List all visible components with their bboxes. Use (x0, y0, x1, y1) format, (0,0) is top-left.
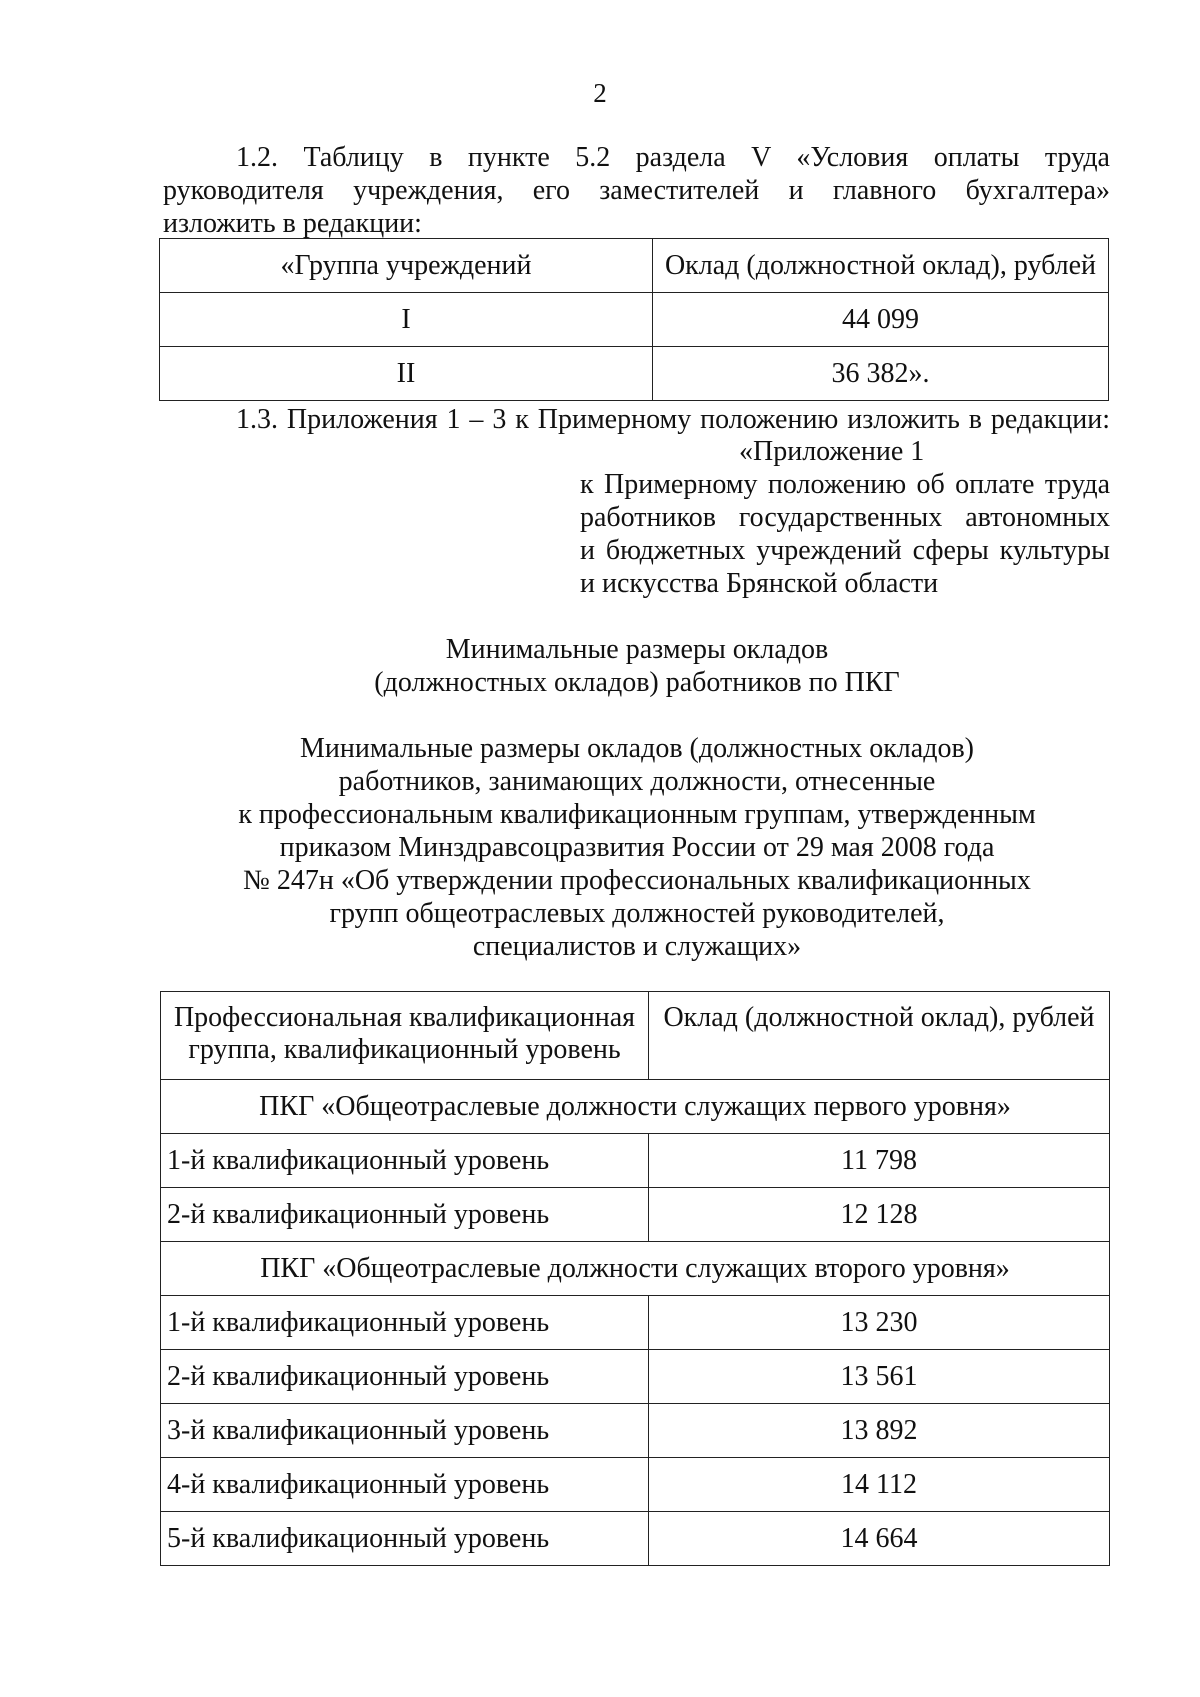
table-cell: I (160, 293, 653, 347)
table-cell: 44 099 (653, 293, 1109, 347)
header-col1-line-1: Профессиональная квалификационная (173, 1002, 636, 1033)
table-cell: 1-й квалификационный уровень (161, 1296, 649, 1350)
table-cell: II (160, 347, 653, 401)
title-1-line-1: Минимальные размеры окладов (445, 634, 829, 665)
table-cell: 4-й квалификационный уровень (161, 1458, 649, 1512)
table-row (161, 1404, 1110, 1458)
para-1-2-line-2: руководителя учреждения, его заместителей и главного бухгалтера» (163, 175, 1110, 206)
table-cell: 1-й квалификационный уровень (161, 1134, 649, 1188)
title-2-line-6: групп общеотраслевых должностей руководителей, (329, 898, 945, 929)
table-cell: 14 112 (649, 1458, 1110, 1512)
group-title: ПКГ «Общеотраслевые должности служащих второго уровня» (161, 1242, 1110, 1296)
group-title-row (161, 1242, 1110, 1296)
appendix-line-2: к Примерному положению об оплате труда (580, 469, 1110, 500)
table-row (161, 1296, 1110, 1350)
table-cell: 13 892 (649, 1404, 1110, 1458)
para-1-2-line-1: 1.2. Таблицу в пункте 5.2 раздела V «Условия оплаты труда (236, 142, 1110, 173)
table-row (160, 293, 1109, 347)
appendix-line-4: и бюджетных учреждений сферы культуры (580, 535, 1110, 566)
table-row (161, 1134, 1110, 1188)
page-number: 2 (593, 78, 607, 108)
group-title-row (161, 1080, 1110, 1134)
pkg-salary-table (160, 991, 1110, 1566)
table-row (160, 347, 1109, 401)
table-header-cell: Оклад (должностной оклад), рублей (649, 992, 1110, 1080)
appendix-line-5: и искусства Брянской области (580, 568, 939, 599)
table-header-row (161, 992, 1110, 1080)
header-col1-line-2: группа, квалификационный уровень (188, 1034, 621, 1065)
table-cell: 12 128 (649, 1188, 1110, 1242)
table-cell: 36 382». (653, 347, 1109, 401)
table-header-row (160, 239, 1109, 293)
table-cell: 14 664 (649, 1512, 1110, 1566)
appendix-line-3: работников государственных автономных (580, 502, 1110, 533)
para-1-2-line-3: изложить в редакции: (163, 208, 422, 239)
group-title: ПКГ «Общеотраслевые должности служащих первого уровня» (161, 1080, 1110, 1134)
salary-group-table (159, 238, 1109, 401)
appendix-line-1: «Приложение 1 (739, 436, 925, 467)
title-2-line-5: № 247н «Об утверждении профессиональных квалификационных (243, 865, 1031, 896)
table-cell: 5-й квалификационный уровень (161, 1512, 649, 1566)
title-2-line-7: специалистов и служащих» (472, 931, 802, 962)
table-header-cell: «Группа учреждений (160, 239, 653, 293)
title-2-line-2: работников, занимающих должности, отнесенные (338, 766, 936, 797)
table-row (161, 1350, 1110, 1404)
title-2-line-3: к профессиональным квалификационным группам, утвержденным (238, 799, 1036, 830)
title-2-line-1: Минимальные размеры окладов (должностных окладов) (300, 733, 974, 764)
table-cell: 13 561 (649, 1350, 1110, 1404)
table-cell: 3-й квалификационный уровень (161, 1404, 649, 1458)
table-cell: 2-й квалификационный уровень (161, 1188, 649, 1242)
title-2-line-4: приказом Минздравсоцразвития России от 29 мая 2008 года (279, 832, 995, 863)
title-1-line-2: (должностных окладов) работников по ПКГ (374, 667, 900, 698)
table-header-cell: Оклад (должностной оклад), рублей (653, 239, 1109, 293)
table-cell: 13 230 (649, 1296, 1110, 1350)
para-1-3: 1.3. Приложения 1 – 3 к Примерному положению изложить в редакции: (236, 404, 1110, 435)
table-cell: 2-й квалификационный уровень (161, 1350, 649, 1404)
table-cell: 11 798 (649, 1134, 1110, 1188)
table-row (161, 1188, 1110, 1242)
table-row (161, 1512, 1110, 1566)
table-header-cell (161, 992, 649, 1080)
table-row (161, 1458, 1110, 1512)
